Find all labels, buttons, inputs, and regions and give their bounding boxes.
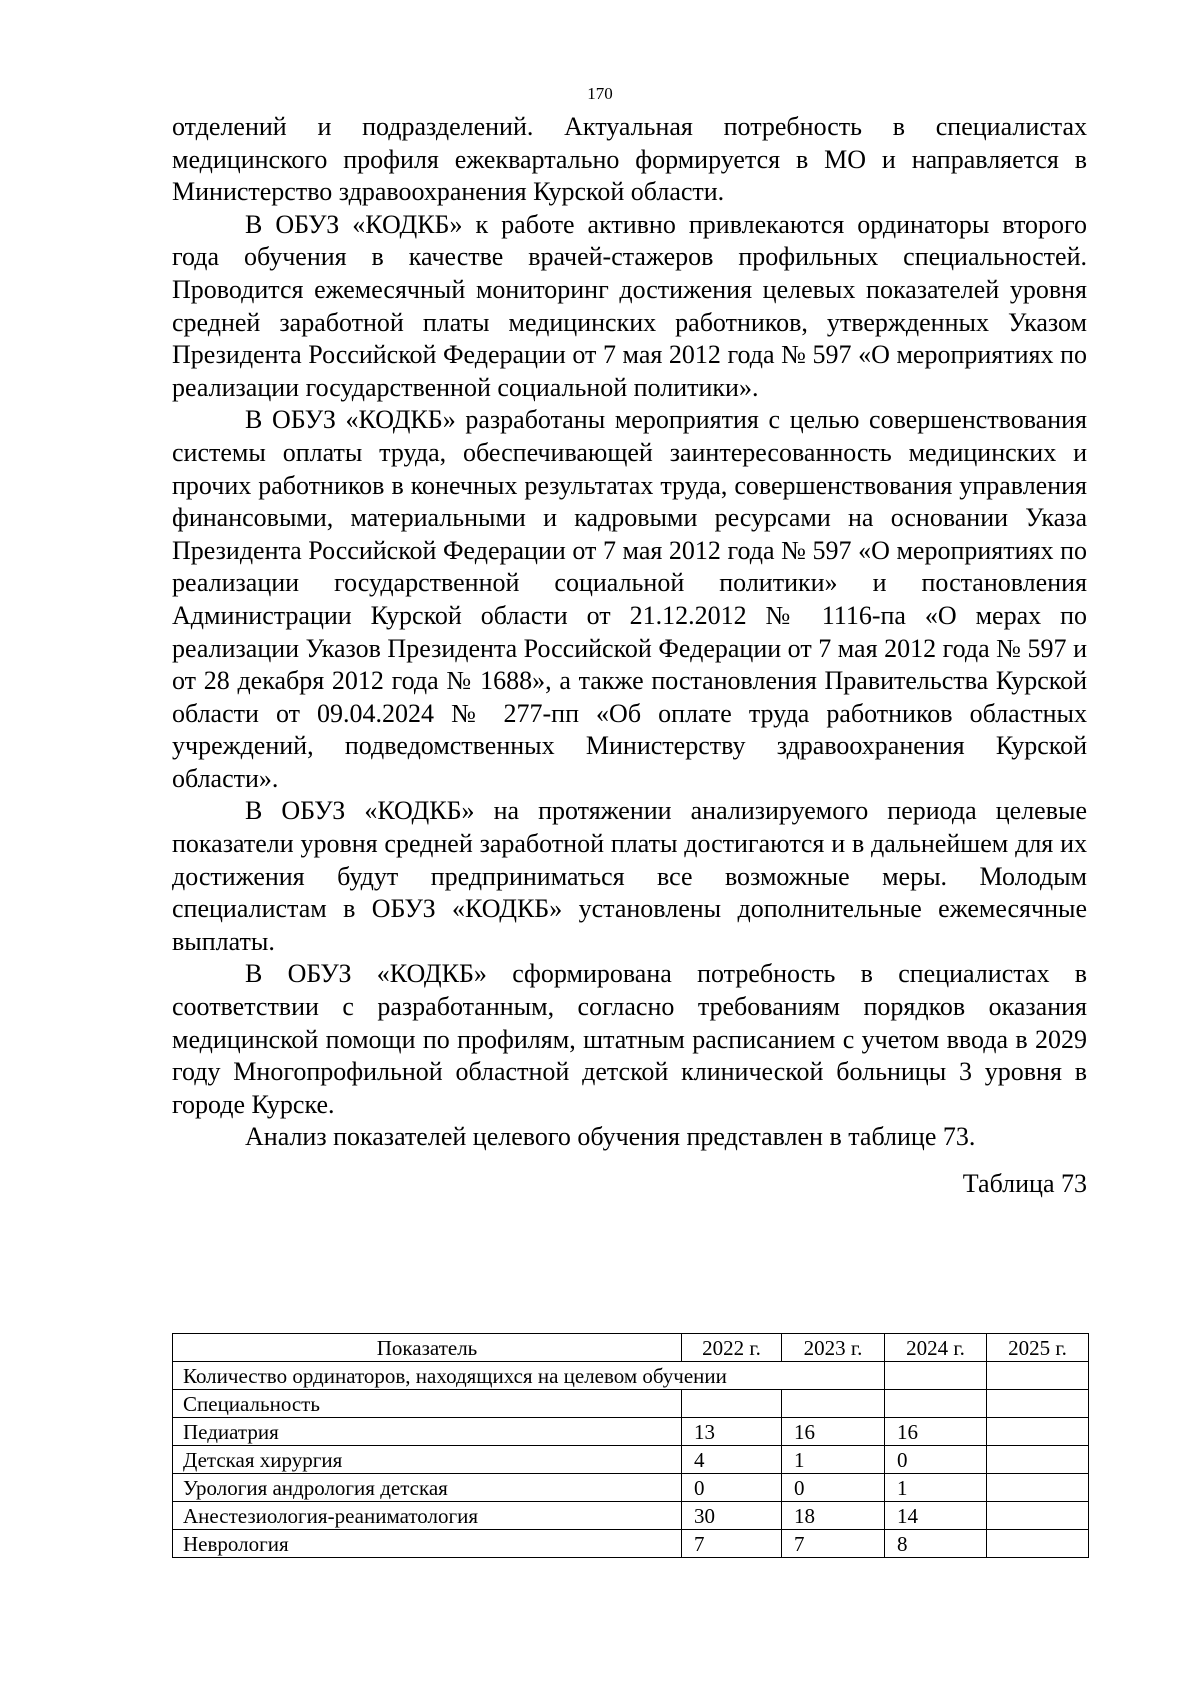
table-cell: 13 bbox=[682, 1418, 782, 1446]
row-label: Урология андрология детская bbox=[173, 1474, 682, 1502]
row-label: Анестезиология-реаниматология bbox=[173, 1502, 682, 1530]
group-label: Количество ординаторов, находящихся на целевом обучении bbox=[173, 1362, 885, 1390]
paragraph-6: Анализ показателей целевого обучения представлен в таблице 73. bbox=[245, 1122, 976, 1152]
page-number: 170 bbox=[587, 84, 613, 103]
table-cell bbox=[987, 1390, 1089, 1418]
table-cell: 1 bbox=[885, 1474, 987, 1502]
row-label: Детская хирургия bbox=[173, 1446, 682, 1474]
table-cell bbox=[782, 1390, 885, 1418]
table-cell: 0 bbox=[682, 1474, 782, 1502]
paragraph-1: отделений и подразделений. Актуальная потребность в специалистах медицинского профиля ежеквартально формируется в МО и направляется в Министерство здравоохранения Курской области. bbox=[172, 112, 1087, 207]
header-year: 2023 г. bbox=[782, 1334, 885, 1362]
table-cell: 0 bbox=[782, 1474, 885, 1502]
row-label: Педиатрия bbox=[173, 1418, 682, 1446]
section-label: Специальность bbox=[173, 1390, 682, 1418]
table-row bbox=[173, 1446, 1089, 1474]
table-cell bbox=[987, 1362, 1089, 1390]
table-cell: 14 bbox=[885, 1502, 987, 1530]
table-cell bbox=[885, 1390, 987, 1418]
table-cell bbox=[885, 1362, 987, 1390]
table-cell: 16 bbox=[782, 1418, 885, 1446]
table-cell: 8 bbox=[885, 1530, 987, 1558]
paragraph-5: В ОБУЗ «КОДКБ» сформирована потребность в специалистах в соответствии с разработанным, согласно требованиям порядков оказания медицинской помощи по профилям, штатным расписанием с учетом ввода в 2029 году Многопрофильной областной детской клинической больницы 3 уровня в городе Курске. bbox=[172, 959, 1087, 1119]
table-cell: 30 bbox=[682, 1502, 782, 1530]
header-year: 2025 г. bbox=[987, 1334, 1089, 1362]
table-cell: 18 bbox=[782, 1502, 885, 1530]
paragraph-2: В ОБУЗ «КОДКБ» к работе активно привлекаются ординаторы второго года обучения в качестве врачей-стажеров профильных специальностей. Проводится ежемесячный мониторинг достижения целевых показателей уровня средней заработной платы медицинских работников, утвержденных Указом Президента Российской Федерации от 7 мая 2012 года № 597 «О мероприятиях по реализации государственной социальной политики». bbox=[172, 209, 1087, 402]
table-caption: Таблица 73 bbox=[962, 1169, 1087, 1198]
table-cell: 0 bbox=[885, 1446, 987, 1474]
paragraph-4: В ОБУЗ «КОДКБ» на протяжении анализируемого периода целевые показатели уровня средней заработной платы достигаются и в дальнейшем для их достижения будут предприниматься все возможные меры. Молодым специалистам в ОБУЗ «КОДКБ» установлены дополнительные ежемесячные выплаты. bbox=[172, 796, 1087, 956]
table-row bbox=[173, 1474, 1089, 1502]
table-row bbox=[173, 1502, 1089, 1530]
table-cell: 7 bbox=[782, 1530, 885, 1558]
header-year: 2022 г. bbox=[682, 1334, 782, 1362]
table-group-row bbox=[173, 1362, 1089, 1390]
table-cell: 16 bbox=[885, 1418, 987, 1446]
table-row bbox=[173, 1418, 1089, 1446]
training-table bbox=[172, 1333, 1089, 1558]
table-row bbox=[173, 1530, 1089, 1558]
header-indicator: Показатель bbox=[173, 1334, 682, 1362]
body-text bbox=[172, 111, 1087, 1200]
table-cell: 4 bbox=[682, 1446, 782, 1474]
table-section-row bbox=[173, 1390, 1089, 1418]
header-year: 2024 г. bbox=[885, 1334, 987, 1362]
table-cell: 1 bbox=[782, 1446, 885, 1474]
table-cell bbox=[987, 1530, 1089, 1558]
table-cell bbox=[987, 1446, 1089, 1474]
row-label: Неврология bbox=[173, 1530, 682, 1558]
table-cell bbox=[987, 1418, 1089, 1446]
table-cell bbox=[682, 1390, 782, 1418]
table-cell bbox=[987, 1474, 1089, 1502]
table-cell: 7 bbox=[682, 1530, 782, 1558]
table-header-row bbox=[173, 1334, 1089, 1362]
table-cell bbox=[987, 1502, 1089, 1530]
paragraph-3: В ОБУЗ «КОДКБ» разработаны мероприятия с целью совершенствования системы оплаты труда, обеспечивающей заинтересованность медицинских и прочих работников в конечных результатах труда, совершенствования управления финансовыми, материальными и кадровыми ресурсами на основании Указа Президента Российской Федерации от 7 мая 2012 года № 597 «О мероприятиях по реализации государственной социальной политики» и постановления Администрации Курской области от 21.12.2012 № 1116-па «О мерах по реализации Указов Президента Российской Федерации от 7 мая 2012 года № 597 и от 28 декабря 2012 года № 1688», а также постановления Правительства Курской области от 09.04.2024 № 277-пп «Об оплате труда работников областных учреждений, подведомственных Министерству здравоохранения Курской области». bbox=[172, 405, 1087, 793]
